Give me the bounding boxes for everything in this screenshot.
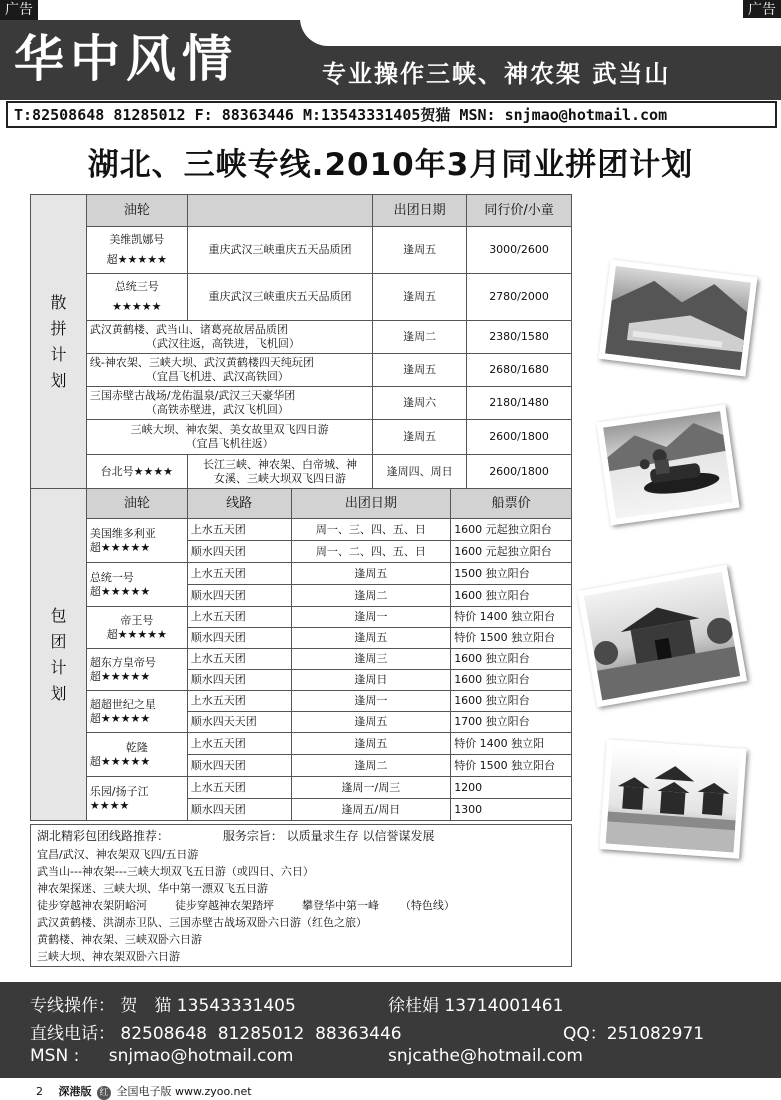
table-row: 帝王号 超★★★★★ 上水五天团 逢周一 特价 1400 独立阳台 bbox=[31, 607, 572, 628]
operator-label: 专线操作： bbox=[30, 996, 115, 1016]
table-row: 顺水四天团 逢周五/周日 1300 bbox=[31, 799, 572, 821]
recommended-routes-box bbox=[30, 824, 572, 967]
footer-contact-band bbox=[0, 982, 781, 1078]
page-title: 湖北、三峡专线.2010年3月同业拼团计划 bbox=[87, 147, 694, 183]
recommend-heading: 湖北精彩包团线路推荐： bbox=[37, 829, 170, 843]
msn-2: snjcathe@hotmail.com bbox=[388, 1046, 583, 1066]
table-row: 武汉黄鹤楼、武当山、诸葛亮故居品质团 （武汉往返，高铁进，飞机回） 逢周二 2380/1580 bbox=[31, 321, 572, 354]
table-row: 三峡大坝、神农架、美女故里双飞四日游 （宜昌飞机往返） 逢周五 2600/1800 bbox=[31, 420, 572, 455]
ad-label-right: 广告 bbox=[743, 0, 781, 20]
contact-bar: T:82508648 81285012 F: 88363446 M:13543331405贺猫 MSN: snjmao@hotmail.com bbox=[6, 101, 777, 128]
brand-subtitle: 专业操作三峡、神农架 武当山 bbox=[322, 60, 671, 88]
page-footer bbox=[36, 1083, 252, 1100]
service-motto: 服务宗旨： 以质量求生存 以信誉谋发展 bbox=[222, 829, 435, 843]
photo-pagodas bbox=[599, 739, 746, 858]
col-header-route: 线路 bbox=[187, 489, 291, 519]
col-header-price: 船票价 bbox=[451, 489, 572, 519]
table-row: 线-神农架、三峡大坝、武汉黄鹤楼四天纯玩团 （宜昌飞机进、武汉高铁回） 逢周五 2680/1680 bbox=[31, 354, 572, 387]
table-row: 总统三号 ★★★★★ 重庆武汉三峡重庆五天品质团 逢周五 2780/2000 bbox=[31, 274, 572, 321]
table-row: 超超世纪之星 超★★★★★ 上水五天团 逢周一 1600 独立阳台 bbox=[31, 691, 572, 712]
col-header-price: 同行价/小童 bbox=[467, 195, 572, 227]
table-row: 超东方皇帝号 超★★★★★ 上水五天团 逢周三 1600 独立阳台 bbox=[31, 649, 572, 670]
dam-illustration bbox=[605, 266, 751, 370]
temple-illustration bbox=[584, 572, 740, 701]
photo-temple bbox=[577, 565, 747, 708]
table-row: 顺水四天团 逢周五 特价 1500 独立阳台 bbox=[31, 628, 572, 649]
operator-1: 贺 猫 13543331405 bbox=[120, 996, 296, 1016]
msn-label: MSN : bbox=[30, 1046, 80, 1066]
website-link[interactable]: 全国电子版 www.zyoo.net bbox=[116, 1085, 252, 1098]
operator-2: 徐桂娟 13714001461 bbox=[388, 996, 564, 1016]
list-item: 黄鹤楼、神农架、三峡双卧六日游 bbox=[37, 933, 202, 946]
col-header-route bbox=[187, 195, 373, 227]
table-row: 顺水四天团 逢周二 特价 1500 独立阳台 bbox=[31, 755, 572, 777]
col-header-date: 出团日期 bbox=[291, 489, 451, 519]
section-side-label-group: 散 拼 计 划 bbox=[31, 195, 87, 489]
col-header-date: 出团日期 bbox=[373, 195, 467, 227]
list-item: 徒步穿越神农架阴峪河 徒步穿越神农架踏坪 攀登华中第一峰 （特色线） bbox=[37, 899, 455, 912]
snowmobile-illustration bbox=[603, 411, 733, 519]
page-number: 2 bbox=[36, 1085, 43, 1098]
table-row: 三国赤壁古战场/龙佑温泉/武汉三天豪华团 （高铁赤壁进，武汉飞机回） 逢周六 2180/1480 bbox=[31, 387, 572, 420]
col-header-ship: 油轮 bbox=[86, 489, 187, 519]
photo-snowmobile bbox=[596, 404, 739, 525]
qq-number: QQ：251082971 bbox=[563, 1024, 705, 1044]
phone-numbers: 82508648 81285012 88363446 bbox=[120, 1024, 402, 1044]
edition-label: 深港版 bbox=[58, 1085, 92, 1098]
table-row: 顺水四天团 逢周日 1600 独立阳台 bbox=[31, 670, 572, 691]
table-row: 顺水四天天团 逢周五 1700 独立阳台 bbox=[31, 712, 572, 733]
photo-dam bbox=[598, 259, 757, 376]
pagoda-illustration bbox=[606, 746, 741, 853]
table-row: 顺水四天团 周一、二、四、五、日 1600 元起独立阳台 bbox=[31, 541, 572, 563]
list-item: 武当山---神农架---三峡大坝双飞五日游（或四日、六日） bbox=[37, 865, 314, 878]
table-row: 顺水四天团 逢周二 1600 独立阳台 bbox=[31, 585, 572, 607]
list-item: 宜昌/武汉、神农架双飞四/五日游 bbox=[37, 848, 199, 861]
group-tour-table bbox=[30, 194, 572, 489]
brand-title: 华中风情 bbox=[14, 30, 238, 88]
charter-table bbox=[30, 488, 572, 821]
phone-label: 直线电话： bbox=[30, 1024, 115, 1044]
ad-label-left: 广告 bbox=[0, 0, 38, 20]
table-row: 总统一号 超★★★★★ 上水五天团 逢周五 1500 独立阳台 bbox=[31, 563, 572, 585]
msn-1: snjmao@hotmail.com bbox=[108, 1046, 294, 1066]
col-header-ship: 油轮 bbox=[86, 195, 187, 227]
table-row: 台北号★★★★ 长江三峡、神农架、白帝城、神 女溪、三峡大坝双飞四日游 逢周四、周日 2600/1800 bbox=[31, 455, 572, 489]
list-item: 神农架探迷、三峡大坝、华中第一漂双飞五日游 bbox=[37, 882, 268, 895]
table-row: 美维凯娜号 超★★★★★ 重庆武汉三峡重庆五天品质团 逢周五 3000/2600 bbox=[31, 227, 572, 274]
table-row: 美国维多利亚 超★★★★★ 上水五天团 周一、三、四、五、日 1600 元起独立阳台 bbox=[31, 519, 572, 541]
list-item: 三峡大坝、神农架双卧六日游 bbox=[37, 950, 180, 963]
section-side-label-charter: 包 团 计 划 bbox=[31, 489, 87, 821]
edition-badge: 红 bbox=[97, 1086, 111, 1100]
list-item: 武汉黄鹤楼、洪湖赤卫队、三国赤壁古战场双卧六日游（红色之旅） bbox=[37, 916, 367, 929]
table-row: 乐园/扬子江 ★★★★ 上水五天团 逢周一/周三 1200 bbox=[31, 777, 572, 799]
table-row: 乾隆 超★★★★★ 上水五天团 逢周五 特价 1400 独立阳 bbox=[31, 733, 572, 755]
header-curve-decoration bbox=[300, 18, 781, 46]
